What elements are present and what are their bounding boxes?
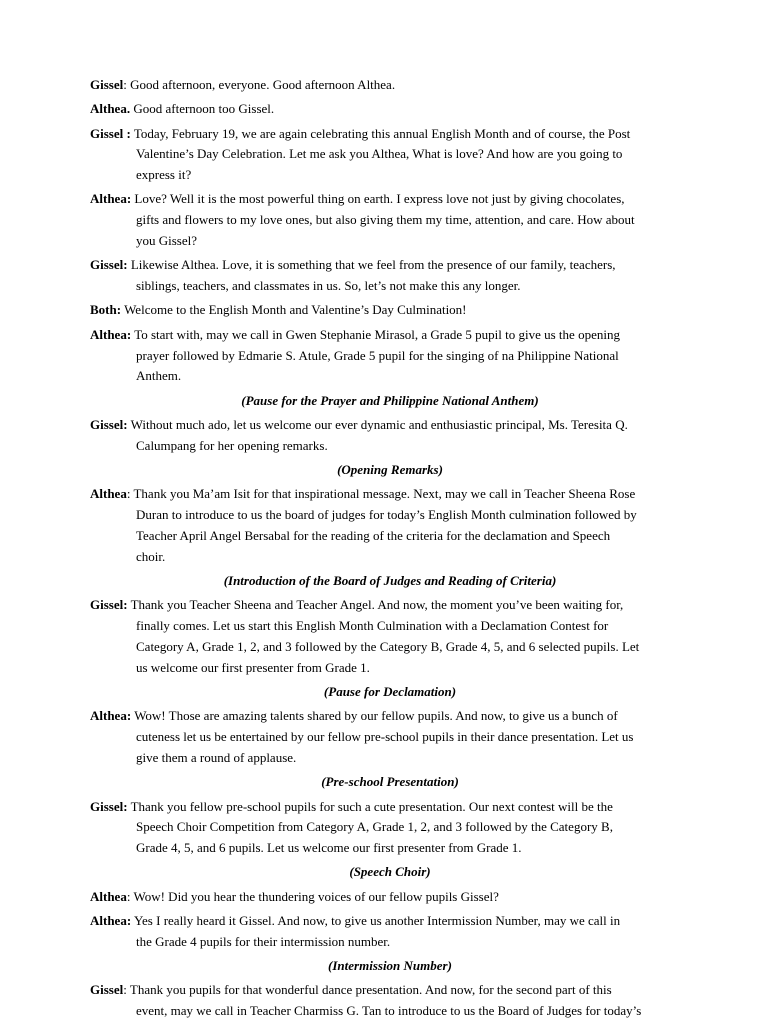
dialogue-first-line xyxy=(90,706,690,727)
dialogue-continuation: siblings, teachers, and classmates in us. So, let’s not make this any longer. xyxy=(136,278,521,294)
dialogue-continuation: prayer followed by Edmarie S. Atule, Grade 5 pupil for the singing of na Philippine National xyxy=(136,347,619,363)
dialogue-text: To start with, may we call in Gwen Stephanie Mirasol, a Grade 5 pupil to give us the opening xyxy=(134,326,620,342)
speaker-name: Gissel : xyxy=(90,125,131,141)
stage-cue: (Pause for the Prayer and Philippine National Anthem) xyxy=(241,392,539,408)
dialogue-entry xyxy=(90,980,690,1022)
dialogue-text: Likewise Althea. Love, it is something that we feel from the presence of our family, teachers, xyxy=(130,257,616,273)
dialogue-text: Thank you pupils for that wonderful dance presentation. And now, for the second part of this xyxy=(129,982,612,998)
speaker-separator: : xyxy=(126,888,134,904)
dialogue-continuation: cuteness let us be entertained by our fellow pre-school pupils in their dance presentation. Let us xyxy=(136,729,634,745)
dialogue-first-line xyxy=(90,484,690,505)
dialogue-continuation: Valentine’s Day Celebration. Let me ask you Althea, What is love? And how are you going to xyxy=(136,146,623,162)
speaker-separator: : xyxy=(126,486,134,502)
dialogue-entry xyxy=(90,797,690,859)
dialogue-entry xyxy=(90,706,690,768)
dialogue-first-line xyxy=(90,124,690,145)
dialogue-text: Yes I really heard it Gissel. And now, to give us another Intermission Number, may we call in xyxy=(133,912,621,928)
speaker-name: Althea xyxy=(90,888,127,904)
speaker-name: Gissel xyxy=(90,982,124,998)
dialogue-first-line xyxy=(90,300,690,321)
dialogue-first-line xyxy=(90,255,690,276)
speaker-name: Gissel: xyxy=(90,597,128,613)
dialogue-entry xyxy=(90,124,690,186)
dialogue-text: Thank you Ma’am Isit for that inspirational message. Next, may we call in Teacher Sheena Rose xyxy=(133,486,636,502)
dialogue-text: Wow! Those are amazing talents shared by our fellow pupils. And now, to give us a bunch of xyxy=(134,708,618,724)
dialogue-first-line xyxy=(90,595,690,616)
speaker-name: Althea: xyxy=(90,191,132,207)
stage-cue: (Opening Remarks) xyxy=(337,462,443,478)
stage-cue: (Speech Choir) xyxy=(349,864,431,880)
dialogue-first-line xyxy=(90,189,690,210)
dialogue-entry xyxy=(90,887,690,908)
dialogue-first-line xyxy=(90,980,690,1001)
dialogue-first-line xyxy=(90,99,690,120)
dialogue-text: Love? Well it is the most powerful thing on earth. I express love not just by giving chocolates, xyxy=(134,191,625,207)
speaker-name: Gissel: xyxy=(90,416,128,432)
dialogue-first-line xyxy=(90,325,690,346)
dialogue-continuation: give them a round of applause. xyxy=(136,749,297,765)
dialogue-continuation: Grade 4, 5, and 6 pupils. Let us welcome our first presenter from Grade 1. xyxy=(136,840,522,856)
dialogue-text: Thank you Teacher Sheena and Teacher Angel. And now, the moment you’ve been waiting for, xyxy=(130,597,624,613)
stage-cue: (Pre-school Presentation) xyxy=(321,774,459,790)
dialogue-continuation: you Gissel? xyxy=(136,233,198,249)
stage-cue: (Introduction of the Board of Judges and Reading of Criteria) xyxy=(223,573,557,589)
dialogue-continuation: Calumpang for her opening remarks. xyxy=(136,437,328,453)
dialogue-first-line xyxy=(90,911,690,932)
stage-cue: (Intermission Number) xyxy=(328,958,452,974)
dialogue-entry xyxy=(90,300,690,321)
dialogue-entry xyxy=(90,595,690,678)
speaker-name: Althea: xyxy=(90,326,132,342)
dialogue-continuation: Teacher April Angel Bersabal for the reading of the criteria for the declamation and Speech xyxy=(136,527,611,543)
dialogue-continuation: Category A, Grade 1, 2, and 3 followed by the Category B, Grade 4, 5, and 6 selected pupils. Let xyxy=(136,638,640,654)
dialogue-continuation: Speech Choir Competition from Category A, Grade 1, 2, and 3 followed by the Category B, xyxy=(136,819,613,835)
dialogue-continuation: event, may we call in Teacher Charmiss G. Tan to introduce to us the Board of Judges for today’s xyxy=(136,1003,642,1019)
dialogue-continuation: gifts and flowers to my love ones, but also giving them my time, attention, and care. How about xyxy=(136,212,635,228)
speaker-name: Gissel: xyxy=(90,257,128,273)
dialogue-first-line xyxy=(90,415,690,436)
dialogue-continuation: us welcome our first presenter from Grade 1. xyxy=(136,659,370,675)
speaker-name: Althea xyxy=(90,486,127,502)
dialogue-first-line xyxy=(90,887,690,908)
dialogue-text: Thank you fellow pre-school pupils for such a cute presentation. Our next contest will be the xyxy=(130,798,613,814)
dialogue-text: Wow! Did you hear the thundering voices of our fellow pupils Gissel? xyxy=(133,888,499,904)
dialogue-entry xyxy=(90,189,690,251)
dialogue-first-line xyxy=(90,75,690,96)
dialogue-continuation: the Grade 4 pupils for their intermission number. xyxy=(136,933,391,949)
speaker-name: Althea. xyxy=(90,101,131,117)
stage-cue: (Pause for Declamation) xyxy=(323,684,457,700)
speaker-name: Gissel xyxy=(90,77,124,92)
dialogue-continuation: choir. xyxy=(136,548,166,564)
dialogue-text: Today, February 19, we are again celebrating this annual English Month and of course, the Post xyxy=(133,125,631,141)
dialogue-entry xyxy=(90,255,690,297)
speaker-separator: : xyxy=(123,77,131,92)
dialogue-text: Good afternoon too Gissel. xyxy=(133,101,275,117)
dialogue-continuation: express it? xyxy=(136,167,192,183)
dialogue-entry xyxy=(90,75,690,96)
speaker-name: Althea: xyxy=(90,912,132,928)
speaker-separator: : xyxy=(123,982,130,998)
dialogue-text: Without much ado, let us welcome our ever dynamic and enthusiastic principal, Ms. Teresita Q. xyxy=(130,416,628,432)
program-script xyxy=(90,75,690,1022)
speaker-name: Gissel: xyxy=(90,798,128,814)
speaker-name: Althea: xyxy=(90,708,132,724)
dialogue-continuation: Anthem. xyxy=(136,368,182,384)
dialogue-text: Welcome to the English Month and Valentine’s Day Culmination! xyxy=(124,302,467,318)
dialogue-text: Good afternoon, everyone. Good afternoon Althea. xyxy=(130,77,396,92)
dialogue-entry xyxy=(90,911,690,953)
dialogue-first-line xyxy=(90,797,690,818)
dialogue-entry xyxy=(90,484,690,567)
dialogue-continuation: finally comes. Let us start this English Month Culmination with a Declamation Contest for xyxy=(136,618,609,634)
dialogue-entry xyxy=(90,415,690,457)
speaker-name: Both: xyxy=(90,302,122,318)
dialogue-entry xyxy=(90,99,690,120)
dialogue-continuation: Duran to introduce to us the board of judges for today’s English Month culmination followed by xyxy=(136,507,637,523)
dialogue-entry xyxy=(90,325,690,387)
